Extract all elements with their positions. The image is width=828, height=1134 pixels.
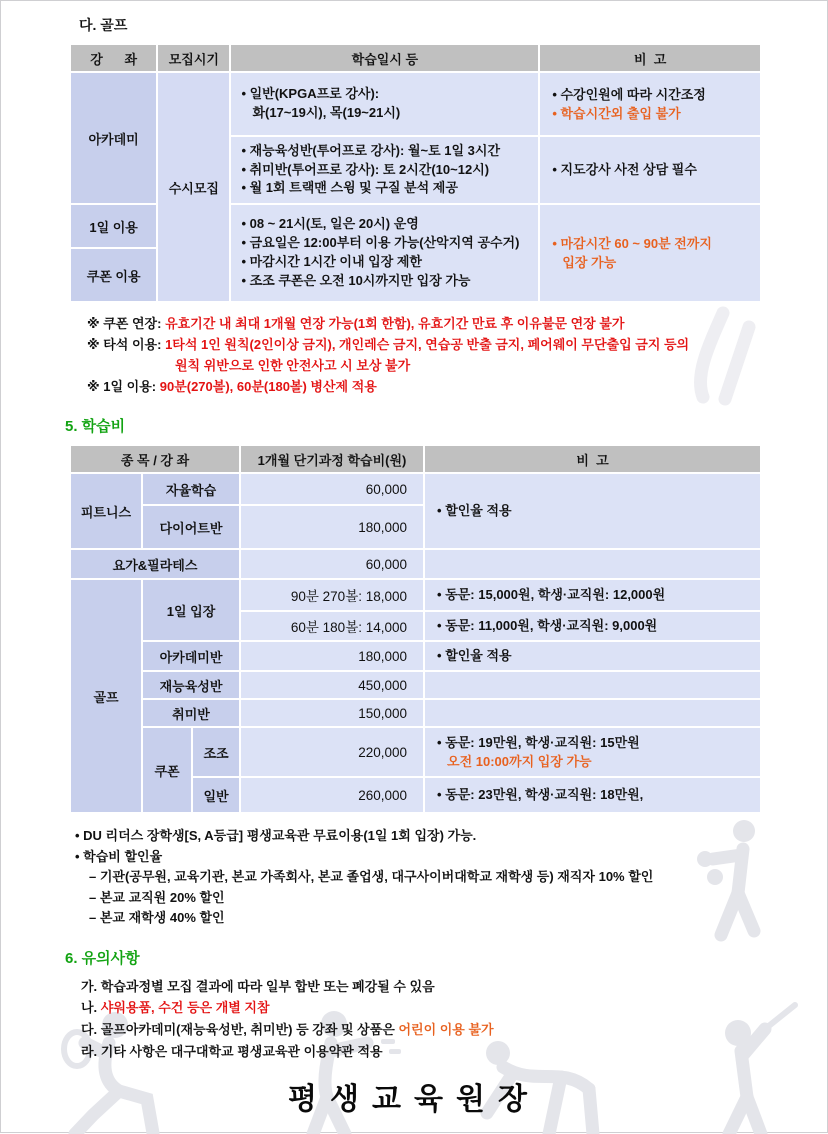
table-header-row [71,446,760,472]
table-row [71,474,760,504]
schedule-line: • 조조 쿠폰은 오전 10시까지만 입장 가능 [241,272,471,288]
header-fee: 1개월 단기과정 학습비(원) [241,446,423,472]
note-talent-empty [425,672,760,698]
golf-remarks [87,313,762,397]
table-row [71,73,760,135]
course-day-use-label: 1일 이용 [71,205,156,247]
note-line-orange: 오전 10:00까지 입장 가능 [447,754,592,770]
note-line: • 동문: 19만원, 학생·교직원: 15만원 [437,734,640,750]
notice-list [81,976,762,1062]
course-coupon-use-label: 쿠폰 이용 [71,249,156,301]
notice-text-red: 샤워용품, 수건 등은 개별 지참 [100,1000,270,1016]
table-row [71,672,760,698]
fee-yoga: 60,000 [241,550,423,578]
academy-classes-schedule [231,137,538,203]
note-academy: • 할인율 적용 [425,642,760,670]
schedule-line: • 금요일은 12:00부터 이용 가능(산악지역 공수거) [241,235,520,251]
header-schedule: 학습일시 등 [231,45,538,71]
golf-schedule-table [69,43,762,303]
header-note: 비 고 [540,45,760,71]
fee-talent: 450,000 [241,672,423,698]
schedule-line: • 마감시간 1시간 이내 입장 제한 [241,254,422,269]
academy-general-note [540,73,760,135]
course-hobby-label: 취미반 [143,700,239,726]
schedule-line: • 일반(KPGA프로 강사): [241,86,380,102]
header-note: 비 고 [425,446,760,472]
course-day-entry-label: 1일 입장 [143,580,239,640]
notice-item-na [81,997,762,1019]
header-item: 종 목 / 강 좌 [71,446,239,472]
fee-diet: 180,000 [241,506,423,548]
schedule-line: 화(17~19시), 목(19~21시) [252,105,401,120]
table-row [71,580,760,610]
note-line-orange: • 마감시간 60 ~ 90분 전까지 [552,235,712,251]
header-course: 강 좌 [71,45,156,71]
fee-normal: 260,000 [241,778,423,812]
document-body [1,1,827,1062]
note-hobby-empty [425,700,760,726]
benefit-line: • 학습비 할인율 [75,848,163,864]
discount-line: – 본교 교직원 20% 할인 [89,889,225,905]
remark-day-use [87,376,762,397]
table-row [71,642,760,670]
golf-section-title: 다. 골프 [79,17,128,33]
item-yoga-label: 요가&필라테스 [71,550,239,578]
fee-entry-60: 60분 180볼: 14,000 [241,612,423,640]
fee-entry-90: 90분 270볼: 18,000 [241,580,423,610]
course-academy-class-label: 아카데미반 [143,642,239,670]
course-coupon-label: 쿠폰 [143,728,191,812]
remark-text-red: 1타석 1인 원칙(2인이상 금지), 개인레슨 금지, 연습공 반출 금지, 페어웨이 무단출입 금지 등의 [165,337,690,353]
remark-prefix: ※ 쿠폰 연장: [87,316,162,331]
tuition-benefits [75,826,762,929]
note-line: • 수강인원에 따라 시간조정 [552,86,706,102]
notice-text-orange: 어린이 이용 불가 [398,1022,494,1037]
notice-item-ga: 가. 학습과정별 모집 결과에 따라 일부 합반 또는 폐강될 수 있음 [81,978,435,994]
recruit-period-cell: 수시모집 [158,73,229,301]
signature-director: 평생교육원장 [288,1083,540,1116]
note-yoga-empty [425,550,760,578]
table-header-row [71,45,760,71]
academy-classes-note: • 지도강사 사전 상담 필수 [540,137,760,203]
notice-prefix: 나. [81,1000,101,1016]
table-row [71,550,760,578]
shared-use-schedule [231,205,538,301]
course-academy-label: 아카데미 [71,73,156,203]
course-diet-label: 다이어트반 [143,506,239,548]
discount-line: – 기관(공무원, 교육기관, 본교 가족회사, 본교 졸업생, 대구사이버대학교 재학생 등) 재직자 10% 할인 [89,869,654,885]
academy-general-schedule [231,73,538,135]
tuition-table [69,444,762,814]
fee-self-study: 60,000 [241,474,423,504]
notice-section-title: 6. 유의사항 [65,949,140,967]
notice-text: 다. 골프아카데미(재능육성반, 취미반) 등 강좌 및 상품은 [81,1022,399,1037]
item-fitness-label: 피트니스 [71,474,141,548]
note-entry-90: • 동문: 15,000원, 학생·교직원: 12,000원 [425,580,760,610]
schedule-line: • 재능육성반(투어프로 강사): 월~토 1일 3시간 [241,142,501,158]
notice-item-ra: 라. 기타 사항은 대구대학교 평생교육관 이용약관 적용 [81,1043,383,1059]
note-early [425,728,760,776]
course-early-label: 조조 [193,728,239,776]
table-row [71,728,760,776]
course-normal-label: 일반 [193,778,239,812]
header-period: 모집시기 [158,45,229,71]
remark-text-red: 유효기간 내 최대 1개월 연장 가능(1회 한함), 유효기간 만료 후 이유불문 연장 불가 [165,316,625,331]
remark-prefix: ※ 타석 이용: [87,337,162,353]
item-golf-label: 골프 [71,580,141,812]
note-line-orange: • 학습시간외 출입 불가 [552,106,681,121]
fee-hobby: 150,000 [241,700,423,726]
benefit-line: • DU 리더스 장학생[S, A등급] 평생교육관 무료이용(1일 1회 입장) 가능. [75,828,477,844]
remark-coupon-extension [87,313,762,334]
discount-line: – 본교 재학생 40% 할인 [89,910,225,926]
note-fitness: • 할인율 적용 [425,474,760,548]
schedule-line: • 월 1회 트랙맨 스윙 및 구질 분석 제공 [241,180,458,196]
note-line-orange: 입장 가능 [562,255,617,270]
remark-prefix: ※ 1일 이용: [87,379,157,395]
fee-academy: 180,000 [241,642,423,670]
notice-item-da [81,1019,762,1041]
fee-early: 220,000 [241,728,423,776]
remark-tee-use [87,334,762,376]
course-talent-label: 재능육성반 [143,672,239,698]
tuition-section-title: 5. 학습비 [65,418,126,436]
shared-use-note [540,205,760,301]
schedule-line: • 08 ~ 21시(토, 일은 20시) 운영 [241,216,419,232]
schedule-line: • 취미반(투어프로 강사): 토 2시간(10~12시) [241,161,490,177]
remark-text-red: 90분(270볼), 60분(180볼) 병산제 적용 [159,379,377,395]
note-normal: • 동문: 23만원, 학생·교직원: 18만원, [425,778,760,812]
remark-text-red: 원칙 위반으로 인한 안전사고 시 보상 불가 [175,358,411,374]
note-entry-60: • 동문: 11,000원, 학생·교직원: 9,000원 [425,612,760,640]
table-row [71,700,760,726]
course-self-study-label: 자율학습 [143,474,239,504]
